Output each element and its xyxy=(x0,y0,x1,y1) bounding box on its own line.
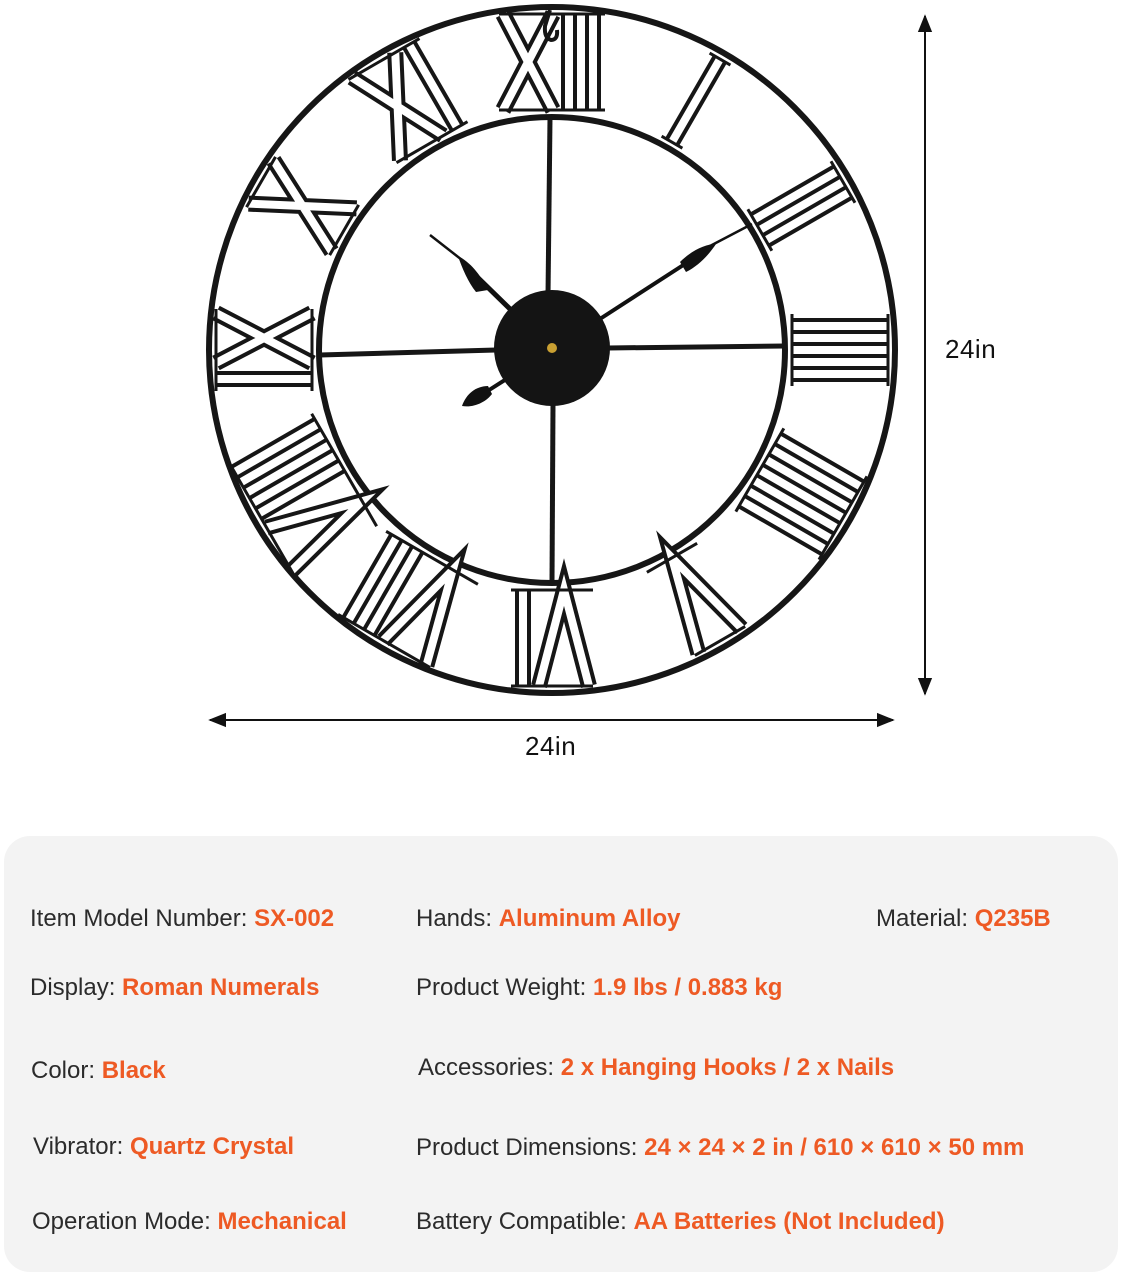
spec-material xyxy=(876,904,1051,934)
clock-numeral xyxy=(511,590,593,686)
spec-label: Product Dimensions: xyxy=(416,1134,638,1161)
spec-value: 24 × 24 × 2 in / 610 × 610 × 50 mm xyxy=(644,1134,1025,1161)
spec-accessories xyxy=(418,1053,894,1083)
spec-label: Display: xyxy=(30,974,116,1001)
spec-label: Vibrator: xyxy=(33,1133,124,1160)
spec-operation xyxy=(32,1207,347,1237)
clock-numeral xyxy=(748,161,855,251)
spec-vibrator xyxy=(33,1132,294,1162)
spec-value: Quartz Crystal xyxy=(129,1133,295,1160)
clock-numeral xyxy=(647,543,745,655)
spec-hands xyxy=(416,904,681,934)
clock-numeral xyxy=(338,531,478,667)
spec-value: Aluminum Alloy xyxy=(498,905,681,932)
clock-numeral xyxy=(499,14,605,110)
spec-value: Mechanical xyxy=(217,1208,347,1235)
spec-dimensions xyxy=(416,1133,1024,1163)
clock-numeral xyxy=(229,414,377,575)
clock-numeral xyxy=(247,157,359,255)
clock-numeral xyxy=(216,309,312,391)
spec-label: Product Weight: xyxy=(416,974,587,1001)
spec-color xyxy=(31,1056,166,1086)
spec-label: Color: xyxy=(31,1057,96,1084)
clock-numeral xyxy=(792,314,888,386)
spec-value: Black xyxy=(101,1057,166,1084)
spec-label: Item Model Number: xyxy=(30,905,248,932)
spec-weight xyxy=(416,973,782,1003)
clock-numeral xyxy=(662,53,731,148)
height-dimension-label: 24in xyxy=(945,334,997,364)
spec-label: Material: xyxy=(876,905,969,932)
spec-value: SX-002 xyxy=(254,905,335,932)
spec-value: AA Batteries (Not Included) xyxy=(633,1208,945,1235)
clock-numeral xyxy=(348,39,467,163)
spec-model xyxy=(30,904,334,934)
spec-label: Hands: xyxy=(416,905,493,932)
spec-label: Accessories: xyxy=(418,1054,555,1081)
spec-battery xyxy=(416,1207,945,1237)
clock-center-pin xyxy=(547,343,557,353)
spec-value: Q235B xyxy=(974,905,1051,932)
spec-label: Operation Mode: xyxy=(32,1208,211,1235)
width-dimension-label: 24in xyxy=(525,731,577,761)
spec-display xyxy=(30,973,319,1003)
spec-value: 1.9 lbs / 0.883 kg xyxy=(592,974,783,1001)
spec-label: Battery Compatible: xyxy=(416,1208,627,1235)
clock-numeral xyxy=(736,428,867,559)
spec-value: 2 x Hanging Hooks / 2 x Nails xyxy=(560,1054,895,1081)
spec-value: Roman Numerals xyxy=(122,974,320,1001)
